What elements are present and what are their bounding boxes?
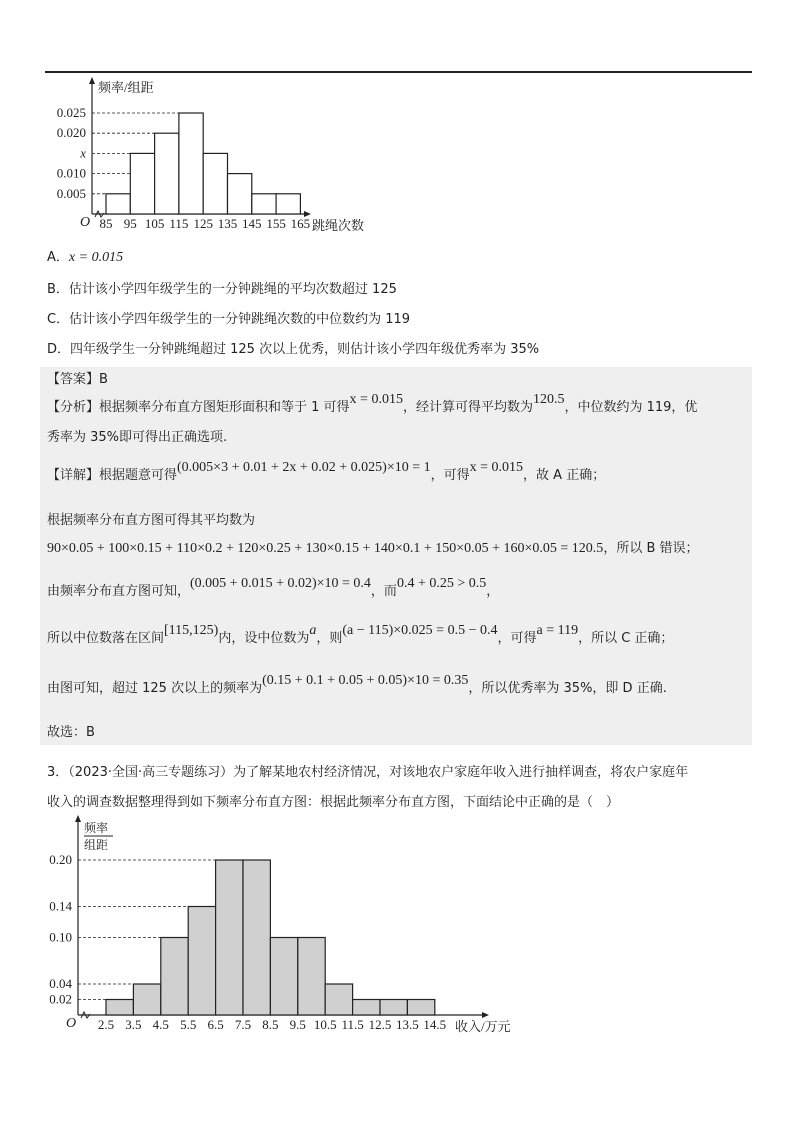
x-tick-label: 115: [169, 216, 189, 231]
x-tick-label: 12.5: [368, 1017, 392, 1032]
y-axis-label-top: 频率: [84, 821, 109, 835]
text: 【分析】根据频率分布直方图矩形面积和等于 1 可得: [47, 400, 350, 415]
text: ，所以优秀率为 35%，即 D 正确.: [468, 681, 667, 696]
math: a = 119: [536, 623, 579, 638]
option-d: D．四年级学生一分钟跳绳超过 125 次以上优秀，则估计该小学四年级优秀率为 35%: [47, 342, 540, 357]
text: ，所以 C 正确；: [578, 631, 674, 646]
text: 由图可知，超过 125 次以上的频率为: [47, 681, 263, 696]
histogram-bar: [353, 1000, 380, 1016]
y-tick-label: 0.010: [56, 165, 86, 181]
histogram-bar: [325, 984, 352, 1015]
x-tick-label: 125: [193, 216, 213, 231]
x-tick-label: 13.5: [396, 1017, 419, 1032]
x-tick-label: 155: [266, 216, 286, 231]
text: ，则: [316, 631, 343, 646]
math: x = 0.015: [469, 460, 524, 475]
histogram-bar: [270, 938, 297, 1016]
x-tick-label: 135: [217, 216, 238, 231]
x-tick-label: 165: [290, 216, 311, 231]
x-tick-label: 7.5: [234, 1017, 252, 1032]
text: ，经计算可得平均数为: [402, 400, 533, 415]
math: (a − 115)×0.025 = 0.5 − 0.4: [342, 623, 498, 638]
x-tick-label: 5.5: [180, 1017, 197, 1032]
question-3-line-2: 收入的调查数据整理得到如下频率分布直方图：根据此频率分布直方图，下面结论中正确的是（ ）: [47, 795, 620, 810]
option-c: C．估计该小学四年级学生的一分钟跳绳次数的中位数约为 119: [47, 312, 411, 327]
text: 【详解】根据题意可得: [47, 468, 178, 483]
text: ，: [486, 584, 500, 599]
x-axis-arrow-icon: [482, 1012, 489, 1018]
x-tick-label: 4.5: [152, 1017, 169, 1032]
y-tick-label: 0.005: [56, 185, 86, 201]
math: x = 0.015: [349, 392, 403, 407]
answer: 【答案】B: [47, 372, 108, 387]
x-tick-label: 95: [123, 216, 137, 231]
option-a-math: x = 0.015: [68, 250, 124, 265]
x-axis-label: 跳绳次数: [312, 218, 365, 233]
histogram-bar: [188, 907, 215, 1016]
x-axis-label: 收入/万元: [455, 1019, 511, 1034]
option-a-label: A．: [47, 250, 69, 265]
option-b: B．估计该小学四年级学生的一分钟跳绳的平均次数超过 125: [47, 282, 397, 297]
histogram-bar: [298, 938, 325, 1016]
histogram-bar: [216, 860, 243, 1015]
histogram-bar: [243, 860, 270, 1015]
text: ，可得: [497, 631, 537, 646]
choice: 故选：B: [47, 725, 95, 740]
math: 0.4 + 0.25 > 0.5: [396, 576, 487, 591]
text: ，所以 B 错误；: [603, 541, 699, 556]
x-tick-label: 3.5: [125, 1017, 142, 1032]
math: [115,125): [164, 623, 219, 638]
x-tick-label: 145: [242, 216, 262, 231]
x-tick-label: 85: [99, 216, 113, 231]
histogram-bar: [106, 1000, 133, 1016]
text: ，可得: [430, 468, 470, 483]
math: (0.15 + 0.1 + 0.05 + 0.05)×10 = 0.35: [262, 673, 469, 688]
x-tick-label: 10.5: [313, 1017, 337, 1032]
question-3-line-1: 3．（2023·全国·高三专题练习）为了解某地农村经济情况，对该地农户家庭年收入进行抽样调查，将农户家庭年: [47, 765, 689, 780]
text: ，而: [370, 584, 397, 599]
math: 90×0.05 + 100×0.15 + 110×0.2 + 120×0.25 + 130×0.15 + 140×0.1 + 150×0.05 + 160×0.05 = 120.5: [47, 541, 604, 556]
y-axis-label: 频率/组距: [98, 80, 154, 95]
math: (0.005×3 + 0.01 + 2x + 0.02 + 0.025)×10 = 1: [177, 460, 431, 475]
y-tick-label: x: [80, 145, 86, 161]
histogram-bar: [161, 938, 188, 1016]
histogram-bar: [133, 984, 160, 1015]
x-tick-label: 9.5: [289, 1017, 306, 1032]
y-tick-label: 0.10: [49, 929, 72, 945]
mean-intro: 根据频率分布直方图可得其平均数为: [47, 513, 256, 528]
x-tick-label: 2.5: [97, 1017, 115, 1032]
text: 所以中位数落在区间: [47, 631, 165, 646]
analysis-line-2: 秀率为 35%即可得出正确选项.: [47, 430, 228, 445]
y-tick-label: 0.04: [49, 976, 72, 991]
y-tick-label: 0.14: [49, 898, 72, 914]
origin-label: O: [66, 1016, 77, 1031]
text: ，故 A 正确；: [523, 468, 606, 483]
y-tick-label: 0.02: [49, 991, 72, 1007]
math: (0.005 + 0.015 + 0.02)×10 = 0.4: [190, 576, 371, 591]
x-tick-label: 14.5: [423, 1017, 447, 1032]
y-axis-label-bottom: 组距: [84, 838, 109, 852]
origin-label: O: [80, 215, 91, 230]
math: 120.5: [532, 392, 565, 407]
x-tick-label: 6.5: [207, 1017, 224, 1032]
histogram-bar: [407, 1000, 434, 1016]
y-tick-label: 0.020: [56, 125, 86, 141]
y-tick-label: 0.025: [56, 105, 86, 120]
math: a: [309, 623, 317, 638]
x-tick-label: 8.5: [262, 1017, 279, 1032]
histogram-bar: [380, 1000, 407, 1016]
x-tick-label: 105: [144, 216, 165, 231]
y-tick-label: 0.20: [49, 852, 72, 867]
text: ，中位数约为 119，优: [564, 400, 698, 415]
x-tick-label: 11.5: [341, 1017, 364, 1032]
text: 由频率分布直方图可知，: [47, 584, 191, 599]
axis-break-icon: [81, 1012, 90, 1018]
text: 内，设中位数为: [218, 631, 310, 646]
y-axis-arrow-icon: [75, 815, 81, 822]
